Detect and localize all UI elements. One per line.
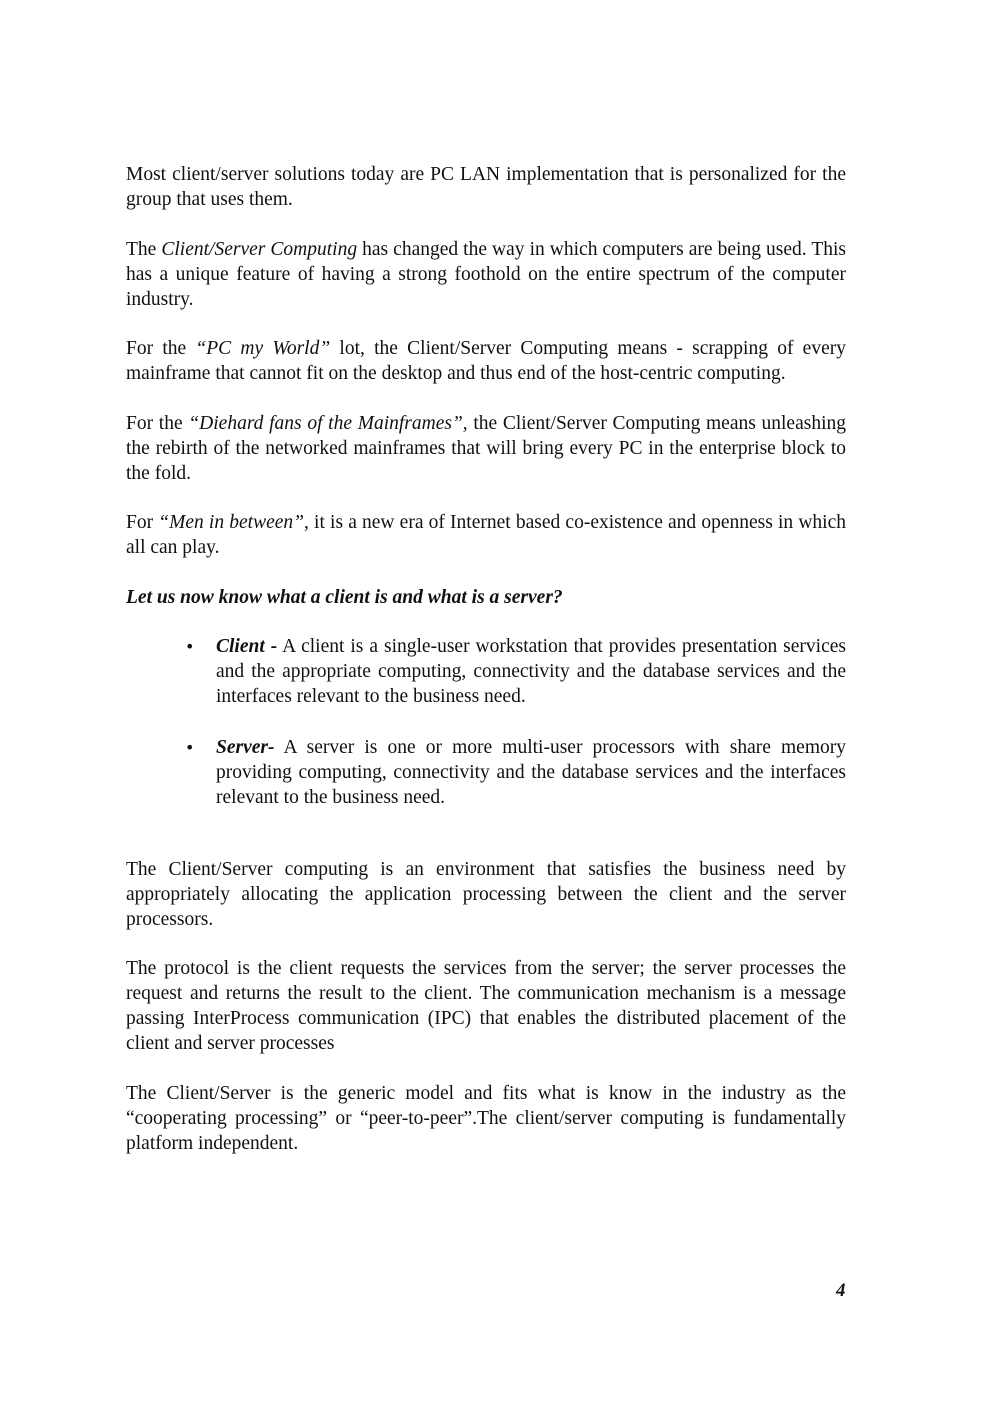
paragraph-lead: For the <box>126 412 189 434</box>
definition-text: A client is a single-user workstation that provides presentation services and the appropriate computing, connectivity and the database services and the interfaces relevant to the business need. <box>216 635 846 707</box>
paragraph-rest: the Client/Server Computing means unleashing the rebirth of the networked mainframes that will bring every PC in the enterprise block to the fold. <box>126 412 847 484</box>
paragraph-diehard-fans <box>126 411 846 486</box>
definition-list <box>126 634 846 810</box>
emphasis-diehard-fans: “Diehard fans of the Mainframes”, <box>188 412 468 434</box>
paragraph-environment: The Client/Server computing is an environment that satisfies the business need by appropriately allocating the application processing between the client and the server processors. <box>126 858 846 930</box>
emphasis-client-server-computing: Client/Server Computing <box>161 238 358 260</box>
definition-server <box>126 735 846 810</box>
paragraph-intro: Most client/server solutions today are PC LAN implementation that is personalized for the group that uses them. <box>126 164 846 210</box>
bullet-icon: • <box>185 636 195 656</box>
paragraph-lead: The <box>126 238 162 260</box>
paragraph-lead: For <box>126 512 159 533</box>
paragraph-rest: , it is a new era of Internet based co-existence and openness in which all can play. <box>126 512 846 558</box>
paragraph-pc-my-world <box>126 336 846 386</box>
definition-client <box>126 634 846 709</box>
paragraph-generic-model: The Client/Server is the generic model and fits what is know in the industry as the “cooperating processing” or “peer-to-peer”.The client/server computing is fundamentally platform independent. <box>126 1082 846 1154</box>
paragraph-rest: lot, the Client/Server Computing means - scrapping of every mainframe that cannot fit on the desktop and thus end of the host-centric computing. <box>126 338 846 384</box>
term-server: Server- <box>216 736 275 758</box>
term-client: Client - <box>216 635 278 657</box>
paragraph-client-server-computing <box>126 237 846 312</box>
paragraph-protocol: The protocol is the client requests the services from the server; the server processes the request and returns the result to the client. The communication mechanism is a message passing InterProcess communication (IPC) that enables the distributed placement of the client and server processes <box>126 958 846 1054</box>
section-question: Let us now know what a client is and what is a server? <box>126 586 563 608</box>
definition-text: A server is one or more multi-user processors with share memory providing computing, connectivity and the database services and the interfaces relevant to the business need. <box>216 736 846 808</box>
page-number: 4 <box>836 1280 846 1301</box>
paragraph-rest: has changed the way in which computers are being used. This has a unique feature of having a strong foothold on the entire spectrum of the computer industry. <box>126 238 846 310</box>
bullet-icon: • <box>185 737 195 757</box>
paragraph-lead: For the <box>126 338 196 359</box>
paragraph-men-in-between <box>126 510 846 560</box>
emphasis-men-in-between: “Men in between” <box>158 512 304 533</box>
emphasis-pc-my-world: “PC my World” <box>195 338 331 359</box>
document-body <box>126 162 846 1180</box>
